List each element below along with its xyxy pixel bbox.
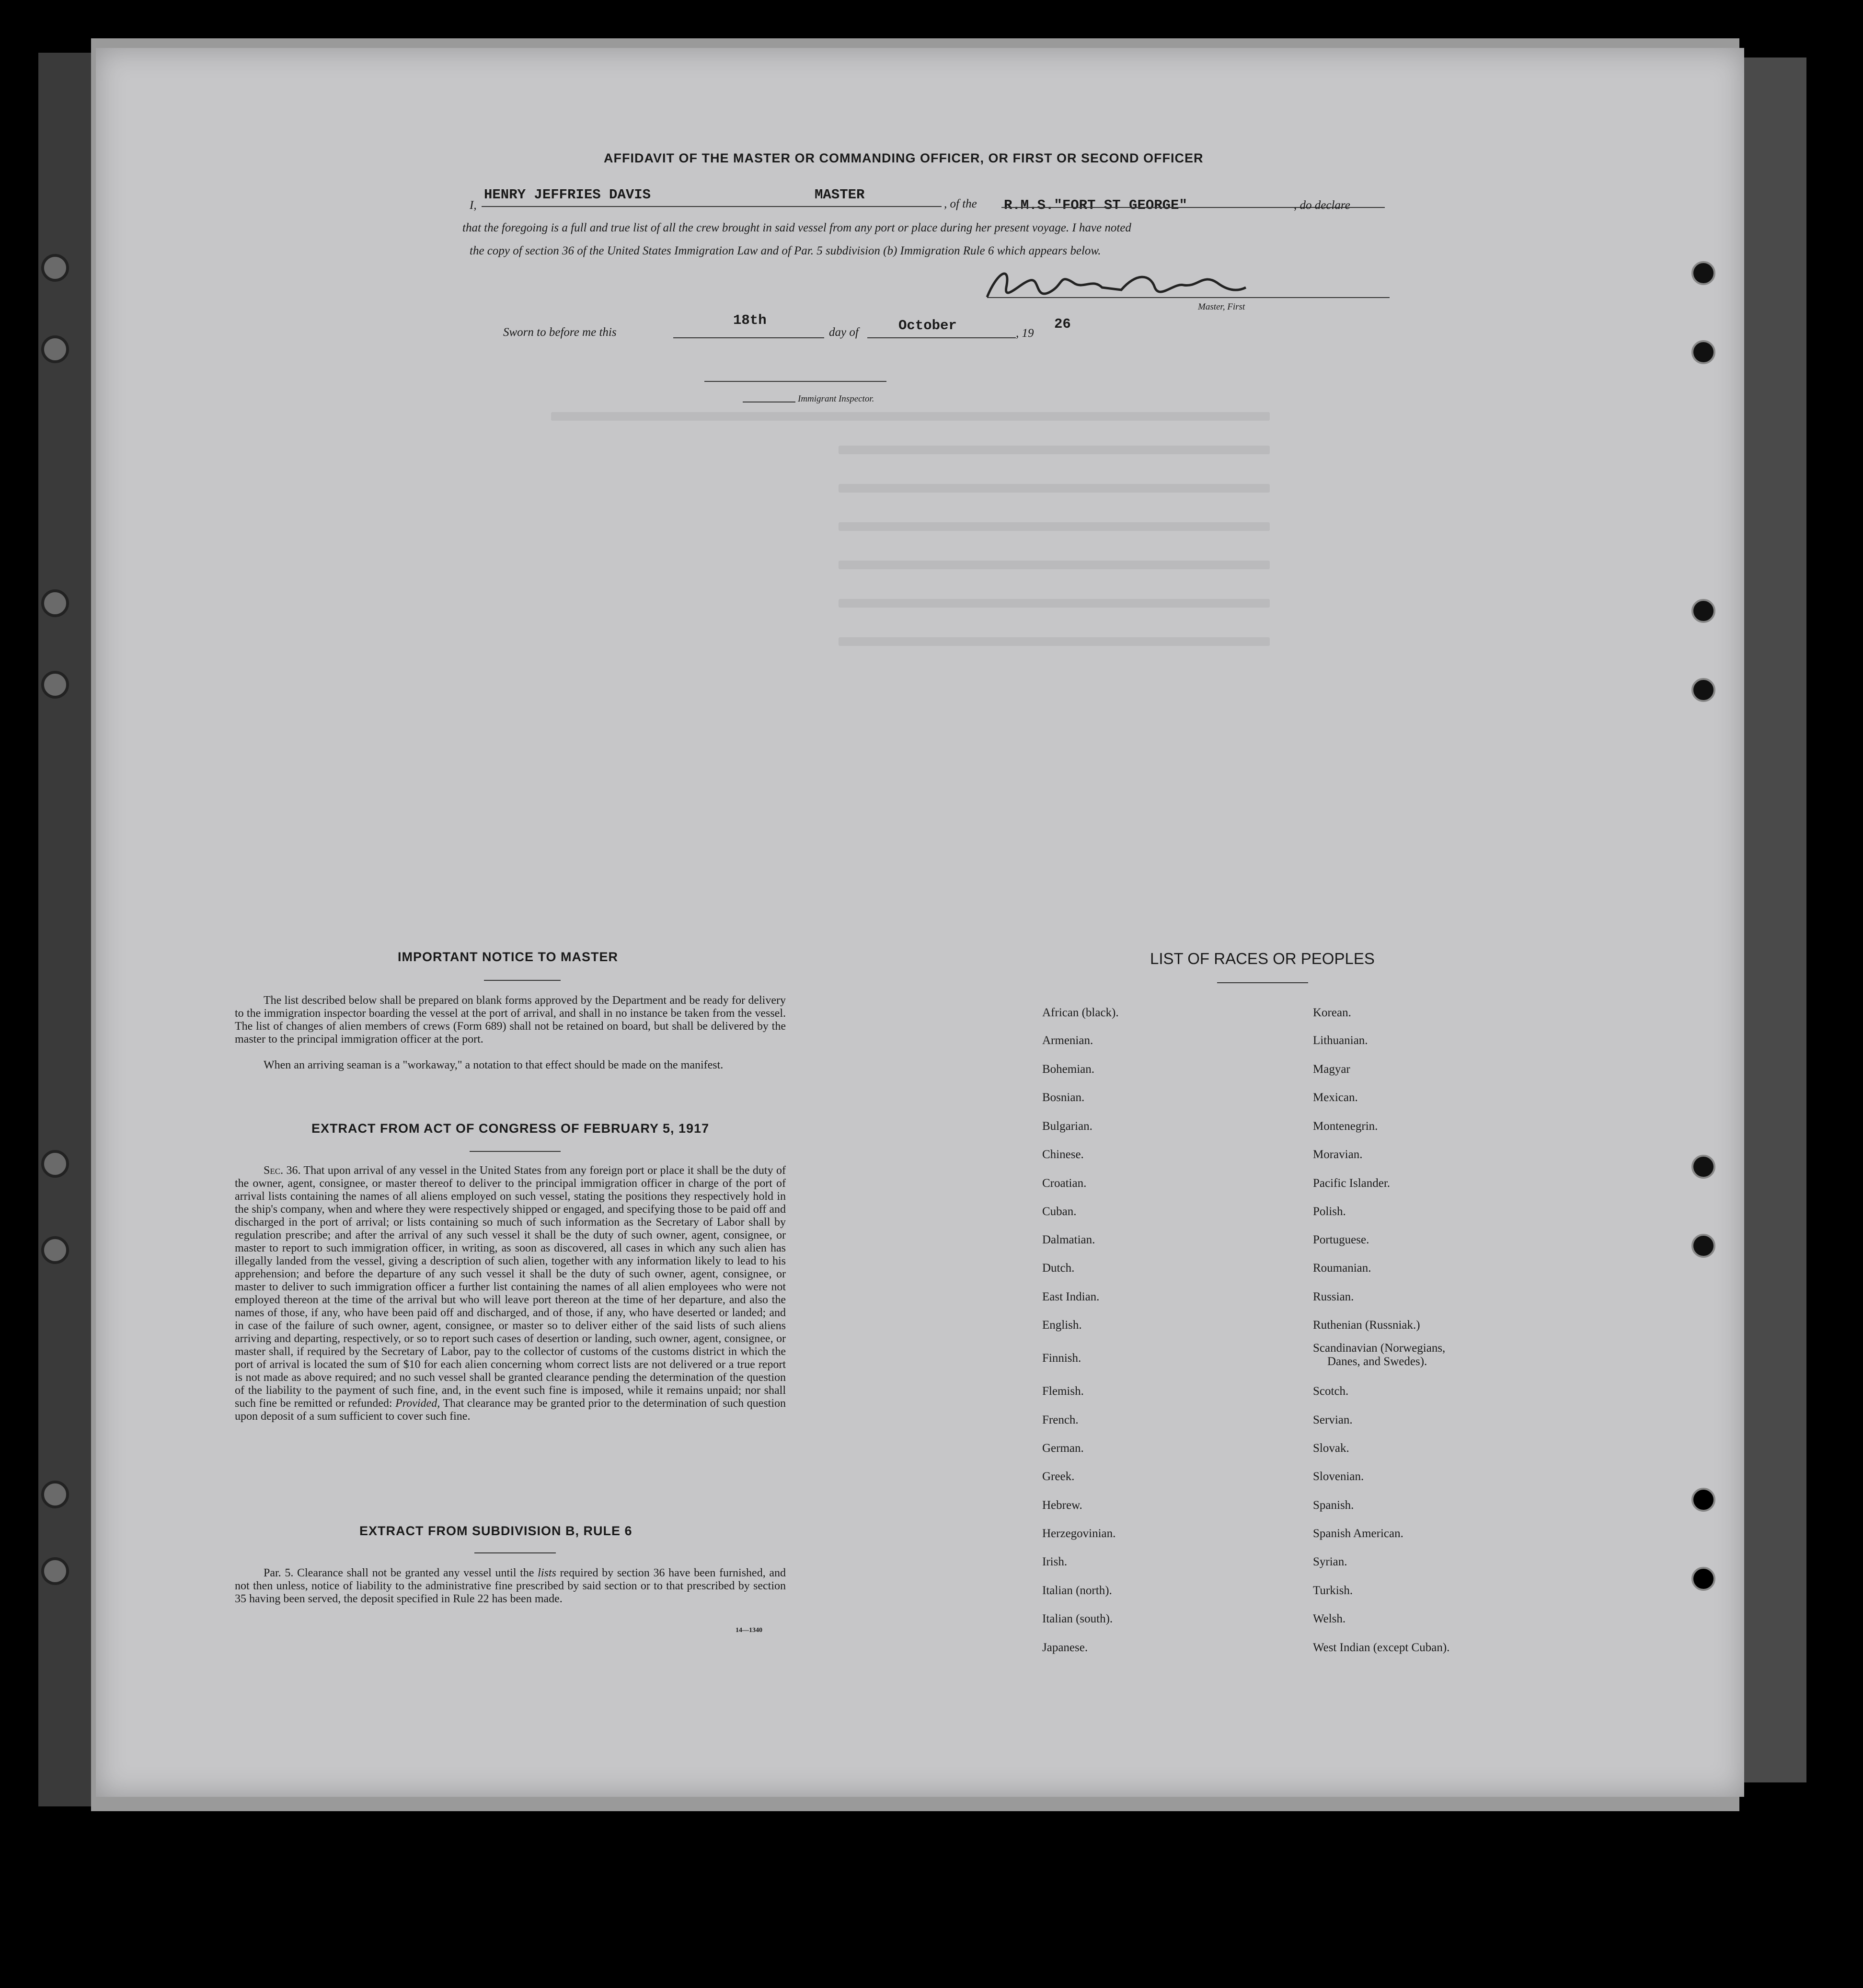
race-col2-item: West Indian (except Cuban). <box>1313 1641 1450 1654</box>
race-col1-item: Bosnian. <box>1042 1091 1085 1104</box>
punch-hole <box>1691 678 1715 702</box>
race-col1-item: Italian (north). <box>1042 1584 1112 1597</box>
inspector-label: Immigrant Inspector. <box>798 394 874 404</box>
of-the-label: , of the <box>944 197 977 210</box>
rule-divider <box>474 1552 556 1553</box>
provided-word: Provided, <box>395 1397 440 1410</box>
race-col2-item: Moravian. <box>1313 1148 1363 1161</box>
race-col2-item: Korean. <box>1313 1006 1351 1019</box>
race-col1-item: Herzegovinian. <box>1042 1527 1116 1540</box>
race-col2-item: Servian. <box>1313 1413 1353 1426</box>
race-col1-item: English. <box>1042 1319 1082 1332</box>
section-body: That upon arrival of any vessel in the United States from any foreign port or place it shall be the duty of the owner, agent, consignee, or master thereof to deliver to the principal immigration officer in charge of the port of arrival lists containing the names of all aliens employed on such vessel, stating the positions they respectively hold in the ship's company, when and where they were respectively shipped or engaged, and specifying those to be paid off and discharged in the port of arrival; or lists containing so much of such information as the Secretary of Labor shall by regulation prescribe; and after the arrival of any such vessel it shall be the duty of such owner, agent, consignee, or master to report to such immigration officer, in writing, as soon as discovered, all cases in which any such alien has illegally landed from the vessel, giving a description of such alien, together with any information likely to lead to his apprehension; and before the departure of any such vessel it shall be the duty of such owner, agent, consignee, or master to deliver to such immigration officer a further list containing the names of all alien employees who were not employed thereon at the time of the arrival but who will leave port thereon at the time of her departure, and also the names of those, if any, who have been paid off and discharged, and of those, if any, who have deserted or landed; and in case of the failure of such owner, agent, consignee, or master so to deliver either of the said lists of such aliens arriving and departing, respectively, or so to report such cases of desertion or landing, such owner, agent, consignee, or master shall, if required by the Secretary of Labor, pay to the collector of customs of the customs district in which the port of arrival is located the sum of $10 for each alien concerning whom correct lists are not delivered or a true report is not made as above required; and no such vessel shall be granted clearance pending the determination of the question of the liability to the payment of such fine, and, in the event such fine is imposed, while it remains unpaid; nor shall such fine be remitted or refunded: <box>235 1164 786 1410</box>
rule-par-5-text <box>235 1567 786 1606</box>
punch-hole <box>1691 340 1715 364</box>
race-col2-item: Ruthenian (Russniak.) <box>1313 1319 1420 1332</box>
affidavit-i-label: I, <box>470 199 477 212</box>
master-signature-label: Master, First <box>1198 302 1245 312</box>
bleed-through-mark <box>551 412 1270 421</box>
punch-hole <box>1691 599 1715 623</box>
race-col1-item: Bohemian. <box>1042 1063 1095 1076</box>
race-col2-item: Danes, and Swedes). <box>1327 1355 1427 1368</box>
race-col2-item: Welsh. <box>1313 1612 1346 1625</box>
races-title: LIST OF RACES OR PEOPLES <box>1150 950 1375 967</box>
section-label: Sec. 36. <box>264 1164 301 1177</box>
rule-extract-title: EXTRACT FROM SUBDIVISION B, RULE 6 <box>359 1524 632 1538</box>
section-end: That clearance may be granted prior to the determination of such question upon deposit of a sum sufficient to cover such fine. <box>235 1397 786 1423</box>
binder-ring <box>41 1236 69 1264</box>
master-rank: MASTER <box>815 187 865 203</box>
race-col2-item: Scotch. <box>1313 1385 1349 1398</box>
rule-text-a: Par. 5. Clearance shall not be granted any vessel until the <box>264 1567 534 1579</box>
race-col1-item: German. <box>1042 1442 1084 1455</box>
month-underline <box>867 337 1016 338</box>
day-underline <box>673 337 824 338</box>
affidavit-line-2: that the foregoing is a full and true list of all the crew brought in said vessel from any port or place during her present voyage. I have noted <box>462 221 1131 234</box>
punch-hole <box>1691 1567 1715 1591</box>
binder-ring <box>41 254 69 282</box>
binder-ring <box>41 671 69 699</box>
race-col1-item: Cuban. <box>1042 1205 1077 1218</box>
binder-ring <box>41 589 69 617</box>
act-section-36-text <box>235 1164 786 1423</box>
notice-paragraph-1: The list described below shall be prepared on blank forms approved by the Department and be ready for delivery to the immigration inspector boarding the vessel at the port of arrival, and shall in no instance be taken from the vessel. The list of changes of alien members of crews (Form 689) shall not be retained on board, but shall be delivered by the master to the principal immigration officer at the port. <box>235 994 786 1046</box>
notice-title: IMPORTANT NOTICE TO MASTER <box>398 950 618 964</box>
race-col2-item: Spanish. <box>1313 1499 1354 1512</box>
binder-ring <box>41 1150 69 1178</box>
sworn-year: 26 <box>1054 316 1071 332</box>
bleed-through-mark <box>839 522 1270 531</box>
race-col2-item: Magyar <box>1313 1063 1350 1076</box>
sworn-label: Sworn to before me this <box>503 326 617 339</box>
races-divider <box>1217 982 1308 983</box>
notice-divider <box>484 980 561 981</box>
race-col1-item: Dalmatian. <box>1042 1233 1095 1246</box>
race-col1-item: Hebrew. <box>1042 1499 1082 1512</box>
race-col2-item: Mexican. <box>1313 1091 1358 1104</box>
do-declare-label: , do declare <box>1294 199 1350 212</box>
year-prefix: , 19 <box>1016 327 1034 340</box>
race-col1-item: Flemish. <box>1042 1385 1084 1398</box>
act-divider <box>470 1151 561 1152</box>
race-col2-item: Slovak. <box>1313 1442 1349 1455</box>
punch-hole <box>1691 261 1715 285</box>
race-col2-item: Slovenian. <box>1313 1470 1364 1483</box>
sworn-month: October <box>898 318 957 333</box>
race-col1-item: Irish. <box>1042 1555 1068 1568</box>
bleed-through-mark <box>839 484 1270 493</box>
race-col2-item: Roumanian. <box>1313 1262 1371 1275</box>
act-extract-title: EXTRACT FROM ACT OF CONGRESS OF FEBRUARY 5, 1917 <box>311 1121 710 1136</box>
race-col1-item: Croatian. <box>1042 1177 1087 1190</box>
race-col2-item: Portuguese. <box>1313 1233 1369 1246</box>
race-col1-item: East Indian. <box>1042 1290 1100 1303</box>
punch-hole <box>1691 1155 1715 1179</box>
signature-underline <box>987 297 1390 298</box>
race-col2-item: Turkish. <box>1313 1584 1353 1597</box>
race-col2-item: Syrian. <box>1313 1555 1347 1568</box>
sworn-day: 18th <box>733 312 767 328</box>
master-name: HENRY JEFFRIES DAVIS <box>484 187 651 203</box>
race-col1-item: Chinese. <box>1042 1148 1084 1161</box>
race-col1-item: African (black). <box>1042 1006 1119 1019</box>
race-col2-item: Spanish American. <box>1313 1527 1403 1540</box>
form-number: 14—1340 <box>736 1627 762 1634</box>
binder-ring <box>41 335 69 363</box>
race-col1-item: Japanese. <box>1042 1641 1088 1654</box>
vessel-name: R.M.S."FORT ST GEORGE" <box>1004 197 1187 213</box>
name-underline <box>482 206 942 207</box>
race-col2-item: Lithuanian. <box>1313 1034 1368 1047</box>
affidavit-line-3: the copy of section 36 of the United States Immigration Law and of Par. 5 subdivision (b) Immigration Rule 6 which appears below. <box>470 244 1101 257</box>
manifest-page <box>96 48 1744 1797</box>
race-col1-item: Italian (south). <box>1042 1612 1113 1625</box>
race-col2-item: Polish. <box>1313 1205 1346 1218</box>
bleed-through-mark <box>839 637 1270 646</box>
lists-word: lists <box>538 1567 556 1579</box>
notice-paragraph-2: When an arriving seaman is a "workaway," a notation to that effect should be made on the manifest. <box>264 1059 724 1071</box>
race-col2-item: Pacific Islander. <box>1313 1177 1391 1190</box>
race-col1-item: French. <box>1042 1413 1079 1426</box>
bleed-through-mark <box>839 561 1270 569</box>
day-of-label: day of <box>829 326 859 339</box>
race-col1-item: Greek. <box>1042 1470 1075 1483</box>
affidavit-title: AFFIDAVIT OF THE MASTER OR COMMANDING OFFICER, OR FIRST OR SECOND OFFICER <box>604 151 1204 165</box>
binder-ring <box>41 1557 69 1585</box>
race-col2-item: Montenegrin. <box>1313 1120 1378 1133</box>
race-col1-item: Finnish. <box>1042 1352 1081 1365</box>
race-col1-item: Bulgarian. <box>1042 1120 1092 1133</box>
bleed-through-mark <box>839 446 1270 454</box>
race-col2-item: Scandinavian (Norwegians, <box>1313 1342 1446 1355</box>
bleed-through-mark <box>839 599 1270 608</box>
race-col1-item: Dutch. <box>1042 1262 1075 1275</box>
inspector-signature-line <box>704 381 886 382</box>
binder-ring <box>41 1481 69 1508</box>
punch-hole <box>1691 1234 1715 1258</box>
race-col2-item: Russian. <box>1313 1290 1354 1303</box>
rule-text-b: required by section 36 have been furnished, and not then unless, notice of liability to the administrative fine prescribed by said section or to that prescribed by section 35 having been served, the deposit specified in Rule 22 has been made. <box>235 1567 786 1605</box>
punch-hole <box>1691 1488 1715 1512</box>
race-col1-item: Armenian. <box>1042 1034 1093 1047</box>
